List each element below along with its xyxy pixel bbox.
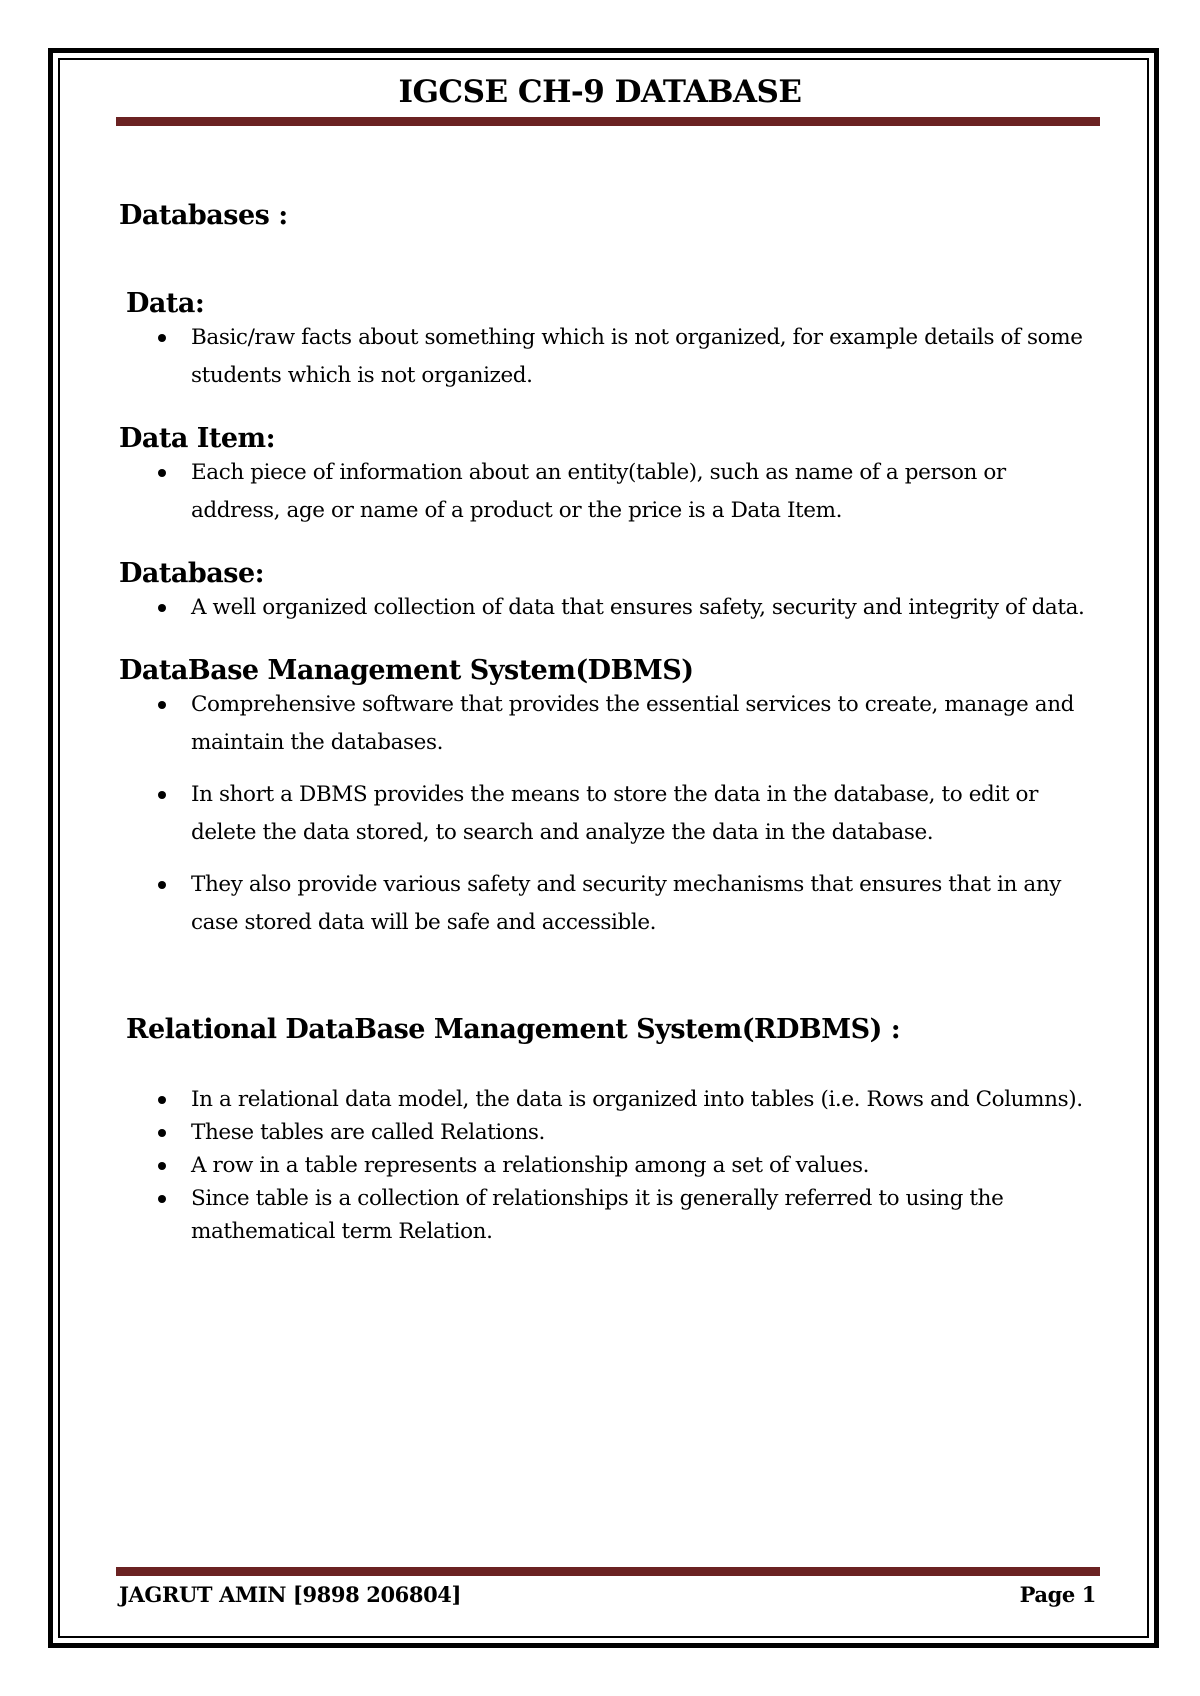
heading-database: Database:	[119, 558, 265, 589]
footer-rule	[116, 1567, 1100, 1576]
list-item: Each piece of information about an entity(table), such as name of a person or address, age or name of a product or the price is a Data Item.	[119, 454, 1099, 530]
list-item: They also provide various safety and security mechanisms that ensures that in any case stored data will be safe and accessible.	[119, 866, 1099, 942]
data-list	[119, 319, 1099, 395]
document-body	[119, 200, 1099, 1248]
data-item-list	[119, 454, 1099, 530]
page-number: Page 1	[1019, 1582, 1096, 1607]
heading-rdbms: Relational DataBase Management System(RDBMS) :	[126, 1014, 901, 1045]
database-list	[119, 589, 1099, 627]
heading-databases: Databases :	[119, 200, 288, 231]
list-item: In a relational data model, the data is organized into tables (i.e. Rows and Columns).	[119, 1083, 1099, 1116]
list-item: Since table is a collection of relationships it is generally referred to using the mathematical term Relation.	[119, 1182, 1099, 1248]
page-title: IGCSE CH-9 DATABASE	[398, 74, 802, 110]
list-item: These tables are called Relations.	[119, 1116, 1099, 1149]
list-item: A well organized collection of data that ensures safety, security and integrity of data.	[119, 589, 1099, 627]
heading-data-item: Data Item:	[119, 423, 276, 454]
list-item: Basic/raw facts about something which is not organized, for example details of some students which is not organized.	[119, 319, 1099, 395]
list-item: In short a DBMS provides the means to store the data in the database, to edit or delete the data stored, to search and analyze the data in the database.	[119, 776, 1099, 852]
header-rule	[116, 117, 1100, 126]
list-item: A row in a table represents a relationship among a set of values.	[119, 1149, 1099, 1182]
dbms-list	[119, 686, 1099, 942]
heading-dbms: DataBase Management System(DBMS)	[119, 655, 694, 686]
heading-data: Data:	[126, 288, 205, 319]
list-item: Comprehensive software that provides the essential services to create, manage and maintain the databases.	[119, 686, 1099, 762]
rdbms-list	[119, 1083, 1099, 1248]
footer-author: JAGRUT AMIN [9898 206804]	[119, 1582, 462, 1607]
